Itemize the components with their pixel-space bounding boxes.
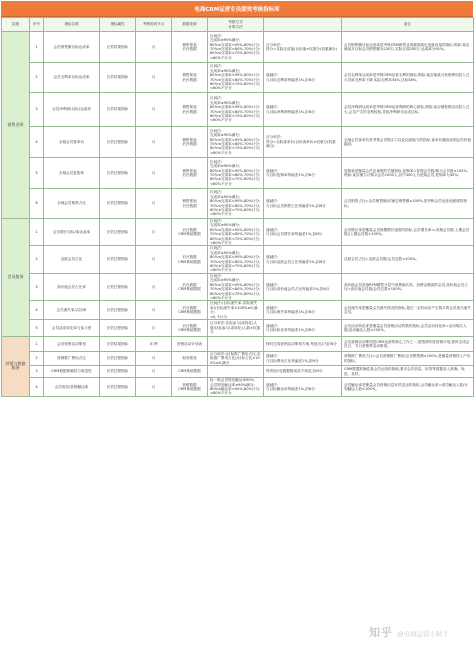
source-cell: 后台数据 CRM系统数据 [172,301,208,320]
kpi-name-cell: 会员短信/营销触达率 [44,378,100,397]
period-cell: 月 [136,93,172,127]
table-row [2,366,474,378]
table-row [2,127,474,158]
index-cell: 4 [30,378,44,397]
scoring-cell: 较一般会员短信触达率90%, 会员短信触达率≥90%满分; 80%≤触达率<90%,80%计分; <80%不计分 [208,378,264,397]
source-cell: 营销活动计划表 [172,336,208,351]
source-cell: CRM系统数据 [172,366,208,378]
note-cell: 高价值会员是指RFM模型分层中消费频次高、消费金额高的会员,高价值会员占比=高价值会员数/会员总数×100%。 [342,273,474,300]
kpi-name-cell: 高价值会员占比率 [44,273,100,300]
table-row [2,351,474,365]
note-cell: 复购率是衡量会员忠诚度的关键指标,复购率=复购会员数/购买会员数×100%,例如:某店铺当月购买会员1000人,其中300人为复购会员,复购率为30%。 [342,158,474,189]
header-cell: 指标属性 [100,18,136,32]
table-row [2,378,474,397]
header-cell: 指标名称 [44,18,100,32]
table-row [2,336,474,351]
source-cell: 销售报表 后台数据 [172,63,208,93]
attribute-cell: 长效结果指标 [100,93,136,127]
source-cell: 销售报表 后台数据 [172,189,208,219]
kpi-name-cell: 会员活动转化率与参与度 [44,319,100,336]
kpi-sheet [1,1,473,646]
index-cell: 5 [30,158,44,189]
scoring-cell: 区间法: 完成率≥90%满分; 80%≤完成率<90%,80%计分; 70%≤完成率<80%,70%计分; 60%≤完成率<70%,60%计分; <60%不计分 [208,246,264,273]
method-cell: 递减法: 与目标费用占比每偏差1%,扣N分 [264,351,342,365]
source-cell: 营销数据 CRM系统数据 [172,378,208,397]
kpi-name-cell: 活跃会员占比 [44,246,100,273]
source-cell: 销售报表 后台数据 [172,93,208,127]
index-cell: 1 [30,32,44,63]
scoring-cell: 区间法: 完成率≥90%满分; 80%≤完成率<90%,80%计分; 70%≤完成率<80%,70%计分; 60%≤完成率<70%,60%计分; <60%不计分 [208,273,264,300]
note-cell: 营销推广费用占比=会员营销推广费用/会员销售额×100%,是衡量营销投入产出的指标。 [342,351,474,365]
period-cell: 月/季 [136,336,172,351]
period-cell: 月 [136,219,172,246]
table-row [2,32,474,63]
scoring-cell: 区间法:(目标流失率-实际流失率)/目标流失率×100%≥0,满分; <0,不计分 [208,301,264,320]
note-cell: 会员活动转化率是衡量会员营销活动效果的指标,会员活动转化率=活动购买人数/活动触达人数×100%。 [342,319,474,336]
period-cell: 月 [136,127,172,158]
index-cell: 2 [30,351,44,365]
scoring-cell: 百分率法:(目标推广费用占比-实际推广费用占比)/目标占比×100%≥0,满分 [208,351,264,365]
watermark [369,624,449,640]
level-cell: 销售业绩 [2,32,30,219]
table-row [2,158,474,189]
source-cell: 销售报表 后台数据 [172,158,208,189]
period-cell: 月 [136,378,172,397]
method-cell: 递减法: 与目标活跃会员占比每偏差1%,扣N分 [264,246,342,273]
attribute-cell: 长效过程指标 [100,189,136,219]
kpi-name-cell: 会员增长目标/率达成率 [44,219,100,246]
period-cell: 月 [136,366,172,378]
scoring-cell: 区间法: 完成率≥90%满分; 80%≤完成率<90%,80%计分; 70%≤完成率<80%,70%计分; 60%≤完成率<70%,60%计分; <60%不计分 [208,219,264,246]
period-cell: 月 [136,301,172,320]
note-cell: 会员毛利率达成率是考核CRM运营毛利的指标,例如:某店铺某月营销费用投入过大导致毛利率下降,实际毛利率34%,目标38%。 [342,63,474,93]
kpi-name-cell: 营销推广费用占比 [44,351,100,365]
note-cell: 会员净利润达成率是考核CRM运营利润的核心指标,例如:某店铺营销活动投入过大,会员产生的毛利较低,导致净利润未达成目标。 [342,93,474,127]
table-row [2,319,474,336]
index-cell: 2 [30,246,44,273]
attribute-cell: 长效过程指标 [100,158,136,189]
kpi-name-cell: CRM数据准确性与规范性 [44,366,100,378]
method-cell: 百分率法: 得分=实际客单价/目标客单价×权重分(权重满分) [264,127,342,158]
header-cell [264,18,342,32]
index-cell: 3 [30,273,44,300]
header-row [2,18,474,32]
kpi-name-cell: 全域会员销售占比 [44,189,100,219]
source-cell: 后台数据 CRM系统数据 [172,219,208,246]
header-cell: 考核时间节点 [136,18,172,32]
attribute-cell: 长效过程指标 [100,219,136,246]
index-cell: 5 [30,319,44,336]
attribute-cell: 长效过程指标 [100,351,136,365]
method-cell: 递减法: 与目标毛利率每偏差1%,扣N分 [264,63,342,93]
kpi-name-cell: 会员毛利率目标达成率 [44,63,100,93]
header-cell: 序号 [30,18,44,32]
table-row [2,189,474,219]
index-cell: 4 [30,127,44,158]
method-cell: 递减法: 与目标会员销售占比每偏差1%,扣N分 [264,189,342,219]
scoring-cell: 区间法: 完成率≥90%满分; 80%≤完成率<90%,80%计分; 70%≤完成率<80%,70%计分; 60%≤完成率<70%,60%计分; <60%不计分 [208,63,264,93]
level-cell: 营销与数据服务 [2,336,30,396]
kpi-name-cell: 全域会员复购率 [44,158,100,189]
period-cell: 月 [136,319,172,336]
index-cell: 4 [30,301,44,320]
method-cell: 递减法: 与目标复购率每偏差1%,扣N分 [264,158,342,189]
note-cell: CRM数据准确性是会员运营的基础,要求会员信息、标签等数据录入准确、规范、及时。 [342,366,474,378]
index-cell: 1 [30,336,44,351]
scoring-cell: 区间法: 完成率≥90%满分; 80%≤完成率<90%,80%计分; 70%≤完成率<80%,70%计分; 60%≤完成率<70%,60%计分; <60%不计分 [208,93,264,127]
method-cell: 递减法: 与目标净利润每偏差1%,扣N分 [264,93,342,127]
attribute-cell: 长效过程指标 [100,301,136,320]
attribute-cell: 长效结果指标 [100,32,136,63]
scoring-cell [208,336,264,351]
index-cell: 1 [30,219,44,246]
source-cell: 后台数据 CRM系统数据 [172,319,208,336]
header-cell: 数据来源 [172,18,208,32]
scoring-cell: 区间法: 完成率≥90%满分; 80%≤完成率<90%,80%计分; 70%≤完成率<80%,70%计分; 60%≤完成率<70%,60%计分; <60%不计分 [208,189,264,219]
sheet-title: 电商CRM运营专员绩效考核指标库 [1,1,473,17]
attribute-cell: 长效过程指标 [100,319,136,336]
table-row [2,301,474,320]
scoring-cell: 区间法: 完成率≥90%满分; 80%≤完成率<90%,80%计分; 70%≤完成率<80%,70%计分; 60%≤完成率<70%,60%计分; <60%不计分 [208,127,264,158]
note-cell: 会员流失率是衡量会员流失情况的指标,超过一定时间未产生购买的会员视为流失会员。 [342,301,474,320]
kpi-name-cell: 会员销售额目标达成率 [44,32,100,63]
table-row [2,63,474,93]
method-cell: 每发现1处数据错误或不规范,扣N分 [264,366,342,378]
period-cell: 月 [136,273,172,300]
method-cell: 递减法: 与目标转化率每偏差1%,扣N分 [264,319,342,336]
kpi-name-cell: 全域会员客单价 [44,127,100,158]
index-cell: 6 [30,189,44,219]
note-cell: 会员销售占比=会员销售额/店铺总销售额×100%,是考核会员运营贡献度的指标。 [342,189,474,219]
kpi-name-cell: 会员营销活动策划 [44,336,100,351]
header-cell: 备注 [342,18,474,32]
note-cell: 会员销售额目标达成率是考核CRM销售业绩最基础也是最直接的指标,例如:某店铺某月目标会员销售额为220万,实际完成200万,达成率为91%。 [342,32,474,63]
source-cell: 销售报表 后台数据 [172,127,208,158]
method-cell: 递减法: 与目标触达率每偏差1%,扣N分 [264,378,342,397]
attribute-cell: 长效结果指标 [100,63,136,93]
source-cell: 财务报表 [172,351,208,365]
note-cell: 会员增长率是衡量会员规模增长速度的指标,会员增长率=(本期会员数-上期会员数)/上期会员数×100%。 [342,219,474,246]
header-cell: 考核方式 计算方法 [208,18,264,32]
watermark-author: @电商运营小助手 [397,630,449,638]
level-cell: 会员服务 [2,219,30,337]
table-row [2,246,474,273]
method-cell: 百分率法: 得分=实际完成值/目标值×权重分(权重满分) [264,32,342,63]
period-cell: 月 [136,158,172,189]
scoring-cell: 区间法: 完成率≥90%满分; 80%≤完成率<90%,80%计分; 70%≤完成率<80%,70%计分; 60%≤完成率<70%,60%计分; <60%不计分 [208,158,264,189]
method-cell: 递减法: 与目标高价值会员占比每偏差1%,扣N分 [264,273,342,300]
table-row [2,219,474,246]
period-cell: 月 [136,189,172,219]
kpi-name-cell: 会员净利润(目标)达成率 [44,93,100,127]
note-cell: 会员触达率是衡量会员营销信息有效送达的指标,会员触达率=成功触达人数/计划触达人数×100%。 [342,378,474,397]
period-cell: 月 [136,32,172,63]
table-row [2,273,474,300]
source-cell: 销售报表 后台数据 [172,32,208,63]
note-cell: 会员营销活动策划是CRM运营的核心工作之一,需按照年度营销计划,按时完成会员日、节日营销等活动策划。 [342,336,474,351]
source-cell: 后台数据 CRM系统数据 [172,273,208,300]
header-cell: 层级 [2,18,30,32]
attribute-cell: 长效过程指标 [100,273,136,300]
kpi-name-cell: 会员流失率/召回率 [44,301,100,320]
index-cell: 2 [30,63,44,93]
method-cell: 按时完成营销活动策划方案,每延迟1天扣N分 [264,336,342,351]
method-cell: 递减法: 与目标会员增长率每偏差1%,扣N分 [264,219,342,246]
index-cell: 3 [30,366,44,378]
index-cell: 3 [30,93,44,127]
attribute-cell: 长效过程指标 [100,127,136,158]
period-cell: 月 [136,63,172,93]
scoring-cell [208,366,264,378]
scoring-cell: 区间法: 完成率≥90%满分; 80%≤完成率<90%,80%计分; 70%≤完成率<80%,70%计分; 60%≤完成率<70%,60%计分; <60%不计分 [208,32,264,63]
attribute-cell: 长效过程指标 [100,246,136,273]
watermark-brand: 知乎 [369,626,393,639]
kpi-table [1,17,474,397]
note-cell: 活跃会员占比=活跃会员数/会员总数×100%。 [342,246,474,273]
table-body [2,32,474,397]
method-cell: 递减法: 与目标流失率每偏差1%,扣N分 [264,301,342,320]
attribute-cell: 长效结果指标 [100,336,136,351]
source-cell: 后台数据 CRM系统数据 [172,246,208,273]
attribute-cell: 长效过程指标 [100,378,136,397]
table-row [2,93,474,127]
attribute-cell: 长效过程指标 [100,366,136,378]
scoring-cell: 百分率法:实际参与(或转化)人数/目标参与(或转化)人数×权重分 [208,319,264,336]
note-cell: 全域会员客单价是考核会员购买力以及运营能力的指标,客单价越高说明会员价值越高。 [342,127,474,158]
period-cell: 月 [136,246,172,273]
period-cell: 月 [136,351,172,365]
